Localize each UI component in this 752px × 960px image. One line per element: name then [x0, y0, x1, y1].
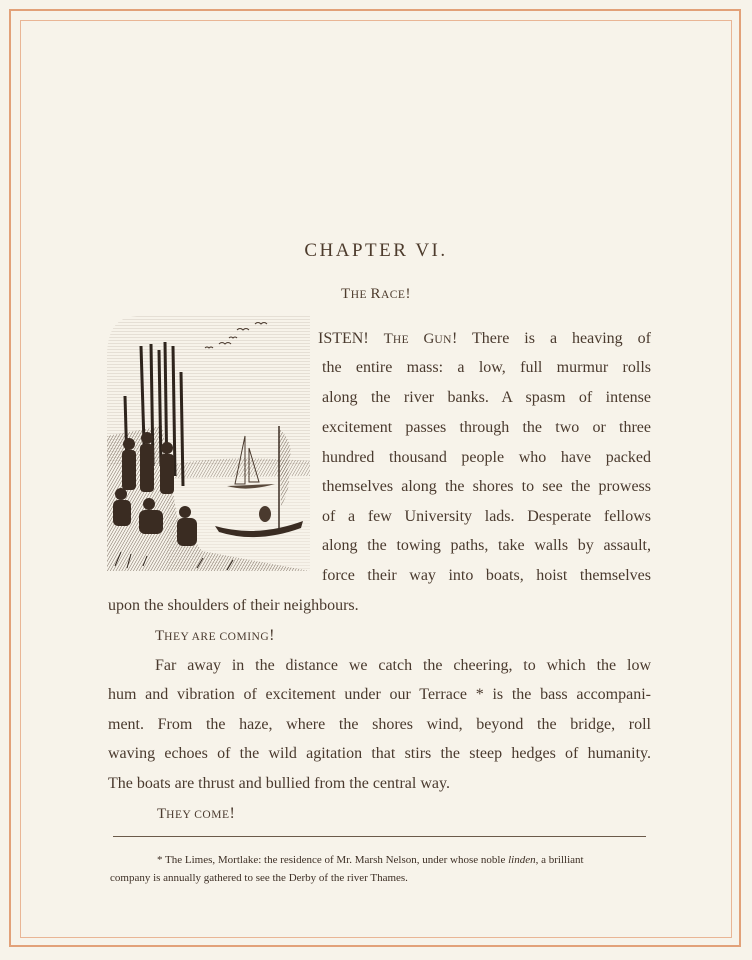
subtitle-exclamation: ! [405, 286, 411, 302]
para1-line-5: hundred thousand people who have packed [322, 449, 651, 466]
para1-line-1-tail: There is a heaving of [472, 330, 651, 347]
para1-line-3: along the river banks. A spasm of intense [322, 389, 651, 406]
para1-line-1 [318, 330, 651, 348]
para2-line-4: waving echoes of the wild agitation that stirs the steep hedges of humanity. [108, 745, 651, 762]
para1-line-10: upon the shoulders of their neighbours. [108, 597, 359, 614]
the-gun: THE GUN! [383, 330, 458, 347]
para1-line-4: excitement passes through the two or three [322, 419, 651, 436]
para1-line-8: along the towing paths, take walls by assault, [322, 537, 651, 554]
they-are-coming: THEY ARE COMING! [155, 627, 275, 644]
they-come: THEY COME! [157, 805, 235, 822]
footnote-line-1: * The Limes, Mortlake: the residence of Mr. Marsh Nelson, under whose noble linden, a brilliant [157, 854, 584, 866]
para2-line-3: ment. From the haze, where the shores wind, beyond the bridge, roll [108, 716, 651, 733]
para2-line-2: hum and vibration of excitement under our Terrace * is the bass accompani- [108, 686, 651, 703]
chapter-heading: CHAPTER VI. [304, 240, 448, 261]
subtitle-initial-2: R [370, 286, 381, 302]
para2-line-5: The boats are thrust and bullied from the central way. [108, 775, 450, 792]
subtitle-initial: T [341, 286, 351, 302]
para1-line-2: the entire mass: a low, full murmur rolls [322, 359, 651, 376]
para1-line-6: themselves along the shores to see the prowess [322, 478, 651, 495]
subtitle-part-2: ACE [380, 289, 406, 301]
engraving-illustration [107, 316, 310, 571]
chapter-subtitle [0, 286, 752, 303]
dropcap-rest: ISTEN! [318, 330, 369, 347]
para1-line-9: force their way into boats, hoist themselves [322, 567, 651, 584]
para1-line-7: of a few University lads. Desperate fellows [322, 508, 651, 525]
subtitle-part: HE [350, 289, 371, 301]
para2-line-1: Far away in the distance we catch the cheering, to which the low [155, 657, 651, 674]
footnote-rule [113, 836, 646, 837]
footnote-line-2: company is annually gathered to see the Derby of the river Thames. [110, 872, 408, 884]
